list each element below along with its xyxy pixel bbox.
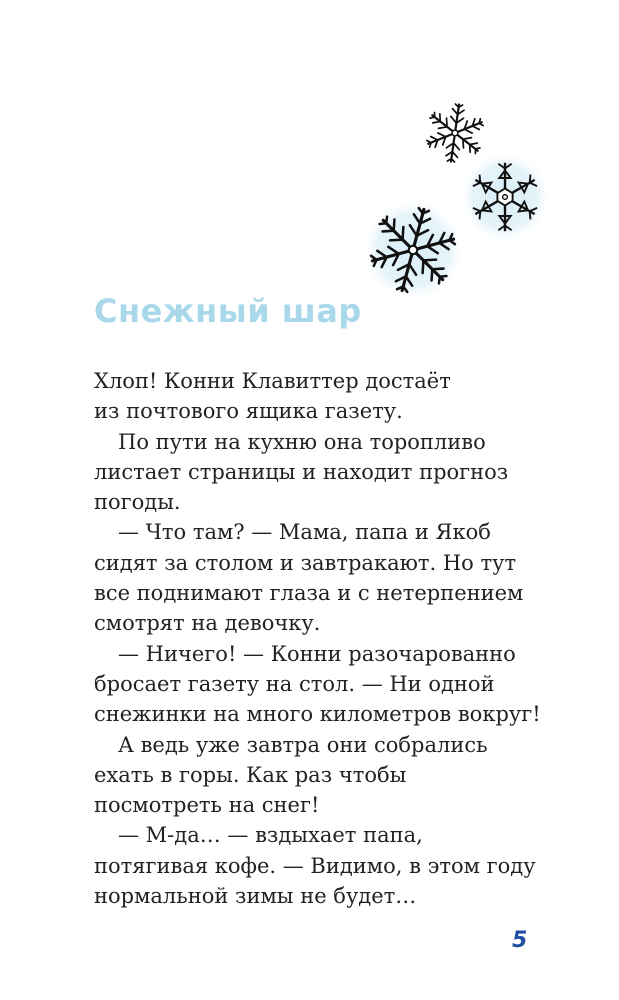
text-line: погоды. [94,490,181,515]
chapter-title: Снежный шар [94,292,362,330]
text-line: снежинки на много километров вокруг! [94,702,541,727]
text-line: смотрят на девочку. [94,611,321,636]
text-line: нормальной зимы не будет… [94,884,417,909]
text-line: ехать в горы. Как раз чтобы [94,762,407,787]
text-line: — М-да… — вздыхает папа, [118,823,423,848]
text-line: Хлоп! Конни Клавиттер достаёт [94,369,451,393]
snowflake-icon [423,101,487,166]
text-line: из почтового ящика газету. [94,399,403,424]
text-line: потягивая кофе. — Видимо, в этом году [94,853,536,878]
text-line: — Что там? — Мама, папа и Якоб [118,520,491,545]
text-line: — Ничего! — Конни разочарованно [118,641,516,666]
text-line: По пути на кухню она торопливо [118,429,486,454]
text-line: бросает газету на стол. — Ни одной [94,671,495,696]
text-line: листает страницы и находит прогноз [94,459,509,484]
snowflakes-illustration [355,95,555,310]
text-line: все поднимают глаза и с нетерпением [94,581,524,606]
text-line: сидят за столом и завтракают. Но тут [94,550,517,575]
snowflake-icon [459,151,551,243]
body-text [94,366,541,911]
page-number: 5 [512,928,528,953]
text-line: посмотреть на снег! [94,793,320,818]
text-line: А ведь уже завтра они собрались [118,732,488,757]
snowflake-icon [361,198,465,302]
